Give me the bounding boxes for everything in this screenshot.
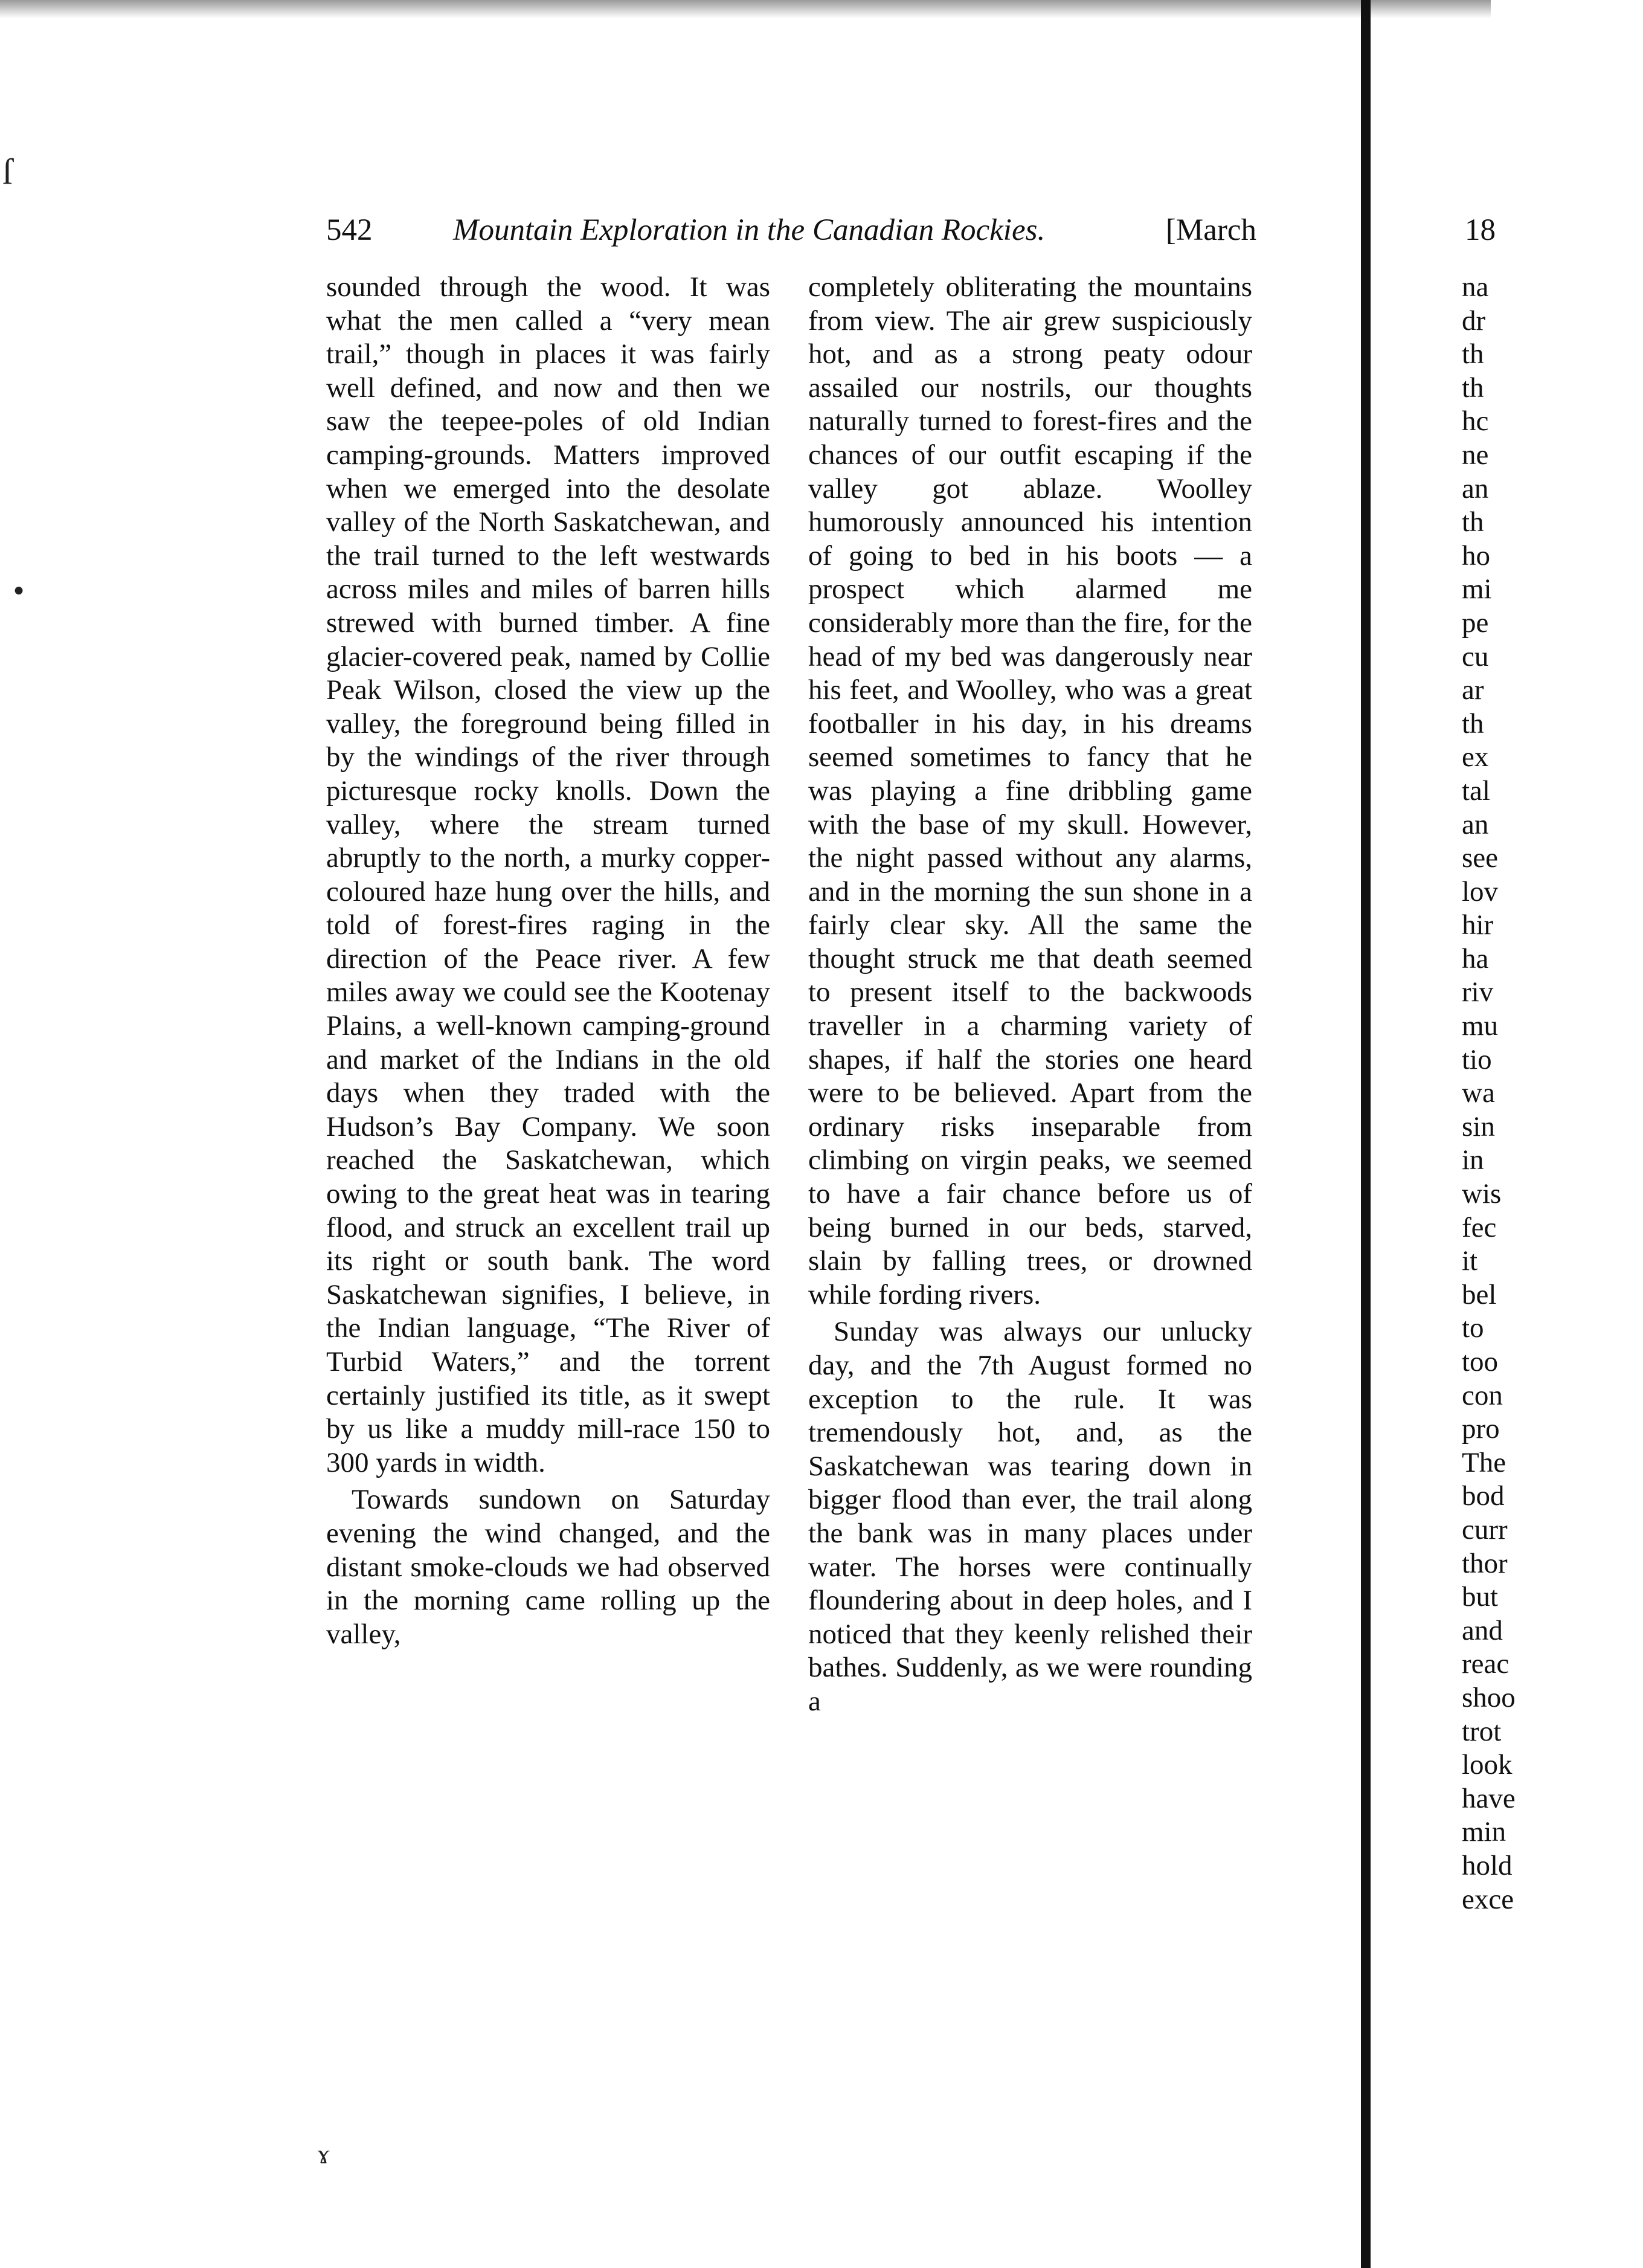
facing-line-fragment: look bbox=[1462, 1749, 1513, 1781]
facing-line-fragment: The bbox=[1462, 1446, 1506, 1478]
facing-line-fragment: trot bbox=[1462, 1715, 1502, 1747]
facing-line-fragment: to bbox=[1462, 1312, 1484, 1344]
facing-line-fragment: hc bbox=[1462, 405, 1489, 437]
facing-line-fragment: na bbox=[1462, 271, 1489, 303]
facing-line-fragment: wis bbox=[1462, 1178, 1502, 1210]
paragraph: sounded through the wood. It was what the men called a “very mean trail,” though in places it was fairly well defined, and now and then we saw the teepee-poles of old Indian camping-grounds. Matters improved when we emerged into the desolate valley of the North Saskatchewan, and the trail turned to the left westwards across miles and miles of barren hills strewed with burned timber. A fine glacier-covered peak, named by Collie Peak Wilson, closed the view up the valley, the foreground being filled in by the windings of the river through picturesque rocky knolls. Down the valley, where the stream turned abruptly to the north, a murky copper-coloured haze hung over the hills, and told of forest-fires raging in the direction of the Peace river. A few miles away we could see the Kootenay Plains, a well-known camping-ground and market of the Indians in the old days when they traded with the Hudson’s Bay Company. We soon reached the Saskatchewan, which owing to the great heat was in tearing flood, and struck an excellent trail up its right or south bank. The word Saskatchewan signifies, I believe, in the Indian language, “The River of Turbid Waters,” and the torrent certainly justified its title, as it swept by us like a muddy mill-race 150 to 300 yards in width. bbox=[326, 271, 770, 1478]
facing-line-fragment: pe bbox=[1462, 607, 1489, 639]
facing-page-number: 18 bbox=[1465, 213, 1496, 247]
facing-line-fragment: mu bbox=[1462, 1010, 1499, 1042]
paragraph: completely obliterating the mountains from view. The air grew suspiciously hot, and as a strong peaty odour assailed our nostrils, our thoughts naturally turned to forest-fires and the chances of our outfit escaping if the valley got ablaze. Woolley humorously announced his intention of going to bed in his boots — a prospect which alarmed me considerably more than the fire, for the head of my bed was dangerously near his feet, and Woolley, who was a great footballer in his day, in his dreams seemed sometimes to fancy that he was playing a fine dribbling game with the base of my skull. However, the night passed without any alarms, and in the morning the sun shone in a fairly clear sky. All the same the thought struck me that death seemed to present itself to the backwoods traveller in a charming variety of shapes, if half the stories one heard were to be believed. Apart from the ordinary risks inseparable from climbing on virgin peaks, we seemed to have a fair chance before us of being burned in our beds, starved, slain by falling trees, or drowned while fording rivers. bbox=[808, 271, 1252, 1310]
facing-line-fragment: cu bbox=[1462, 640, 1489, 672]
facing-line-fragment: con bbox=[1462, 1379, 1503, 1411]
facing-page-column bbox=[1462, 271, 1643, 1916]
facing-line-fragment: in bbox=[1462, 1144, 1484, 1176]
facing-line-fragment: curr bbox=[1462, 1513, 1508, 1545]
facing-line-fragment: riv bbox=[1462, 976, 1494, 1008]
page-number: 542 bbox=[326, 213, 373, 247]
facing-line-fragment: ho bbox=[1462, 540, 1490, 572]
facing-line-fragment: bel bbox=[1462, 1278, 1497, 1310]
facing-line-fragment: ha bbox=[1462, 942, 1489, 975]
facing-line-fragment: tal bbox=[1462, 775, 1490, 807]
facing-line-fragment: have bbox=[1462, 1782, 1516, 1814]
facing-line-fragment: th bbox=[1462, 707, 1484, 739]
facing-line-fragment: an bbox=[1462, 472, 1489, 504]
facing-line-fragment: ne bbox=[1462, 439, 1489, 471]
facing-line-fragment: sin bbox=[1462, 1110, 1495, 1142]
facing-line-fragment: thor bbox=[1462, 1547, 1508, 1579]
facing-line-fragment: tio bbox=[1462, 1043, 1492, 1075]
facing-line-fragment: th bbox=[1462, 506, 1484, 538]
scan-mark-bottom: ɤ bbox=[318, 2139, 330, 2169]
facing-line-fragment: wa bbox=[1462, 1077, 1495, 1109]
facing-line-fragment: dr bbox=[1462, 304, 1486, 337]
running-title: Mountain Exploration in the Canadian Rockies. bbox=[453, 213, 1046, 247]
facing-line-fragment: exce bbox=[1462, 1883, 1514, 1915]
facing-line-fragment: min bbox=[1462, 1816, 1506, 1848]
facing-line-fragment: too bbox=[1462, 1346, 1499, 1377]
running-header bbox=[326, 213, 1256, 255]
running-month: [March bbox=[1165, 213, 1256, 247]
facing-line-fragment: bod bbox=[1462, 1480, 1505, 1512]
facing-line-fragment: lov bbox=[1462, 875, 1499, 907]
facing-line-fragment: see bbox=[1462, 842, 1499, 874]
facing-line-fragment: reac bbox=[1462, 1648, 1510, 1680]
facing-line-fragment: but bbox=[1462, 1581, 1499, 1613]
paragraph: Sunday was always our unlucky day, and the 7th August formed no exception to the rule. It was tremendously hot, and, as the Saskatchewan was tearing down in bigger flood than ever, the trail along the bank was in many places under water. The horses were continually floundering about in deep holes, and I noticed that they keenly relished their bathes. Suddenly, as we were rounding a bbox=[808, 1316, 1252, 1717]
facing-line-fragment: hir bbox=[1462, 909, 1494, 941]
facing-line-fragment: it bbox=[1462, 1245, 1478, 1277]
facing-line-fragment: hold bbox=[1462, 1849, 1513, 1881]
text-column-middle bbox=[808, 271, 1252, 1719]
facing-line-fragment: th bbox=[1462, 372, 1484, 404]
book-spine-gutter bbox=[1361, 0, 1371, 2268]
paragraph: Towards sundown on Saturday evening the wind changed, and the distant smoke-clouds we had observed in the morning came rolling up the valley, bbox=[326, 1484, 770, 1650]
facing-line-fragment: an bbox=[1462, 808, 1489, 840]
facing-line-fragment: shoo bbox=[1462, 1681, 1516, 1713]
facing-line-fragment: pro bbox=[1462, 1413, 1500, 1445]
facing-line-fragment: ar bbox=[1462, 674, 1484, 706]
facing-line-fragment: and bbox=[1462, 1614, 1503, 1646]
facing-line-fragment: th bbox=[1462, 338, 1484, 370]
text-column-left bbox=[326, 271, 770, 1651]
facing-line-fragment: fec bbox=[1462, 1211, 1497, 1243]
scan-dot-mark: ● bbox=[13, 580, 25, 600]
scan-speck-mark: ſ bbox=[2, 152, 13, 192]
facing-line-fragment: ex bbox=[1462, 741, 1489, 773]
facing-line-fragment: mi bbox=[1462, 573, 1492, 605]
